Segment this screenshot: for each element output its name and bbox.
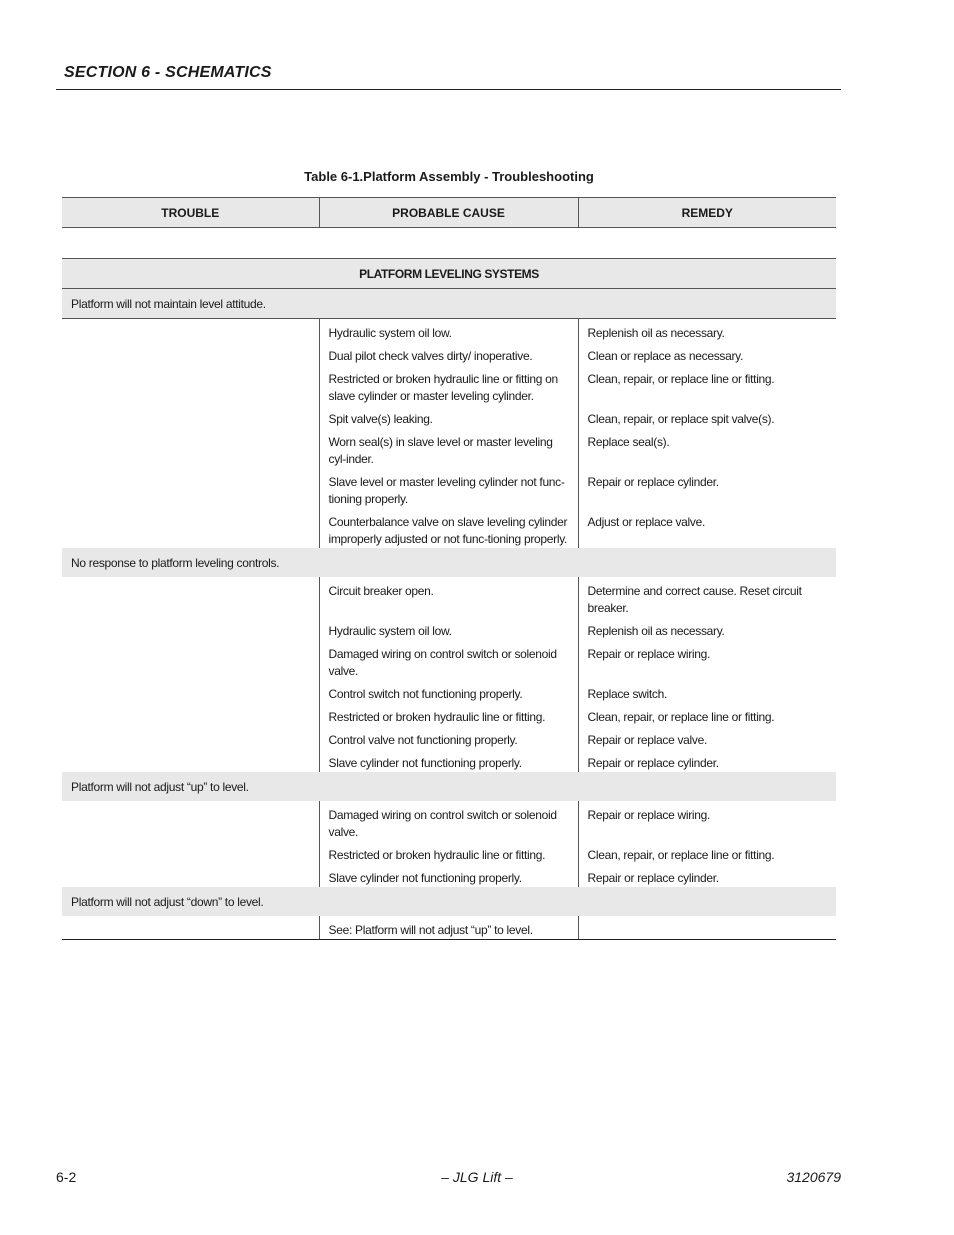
cause-remedy-row — [62, 405, 836, 428]
trouble-text: No response to platform leveling controls. — [62, 548, 836, 577]
cause-remedy-row — [62, 703, 836, 726]
probable-cause-cell: Circuit breaker open. — [319, 577, 578, 617]
spacer-row — [62, 228, 836, 259]
section-heading: PLATFORM LEVELING SYSTEMS — [62, 259, 836, 289]
trouble-cell-empty — [62, 428, 319, 468]
remedy-cell: Replenish oil as necessary. — [587, 624, 725, 638]
trouble-cell-empty — [62, 640, 319, 680]
cause-remedy-row — [62, 342, 836, 365]
cause-remedy-row — [62, 726, 836, 749]
troubleshooting-table — [62, 197, 836, 940]
trouble-text: Platform will not adjust “up” to level. — [62, 772, 836, 801]
cause-remedy-row — [62, 801, 836, 841]
probable-cause-cell: Slave level or master leveling cylinder not func-tioning properly. — [319, 468, 578, 508]
trouble-row — [62, 289, 836, 319]
trouble-cell-empty — [62, 617, 319, 640]
probable-cause-cell: Hydraulic system oil low. — [319, 617, 578, 640]
trouble-cell-empty — [62, 749, 319, 772]
probable-cause-cell: Control valve not functioning properly. — [319, 726, 578, 749]
cause-remedy-row — [62, 468, 836, 508]
remedy-cell: Clean, repair, or replace line or fitting. — [587, 710, 775, 724]
remedy-cell: Repair or replace wiring. — [587, 808, 711, 822]
probable-cause-cell: Worn seal(s) in slave level or master leveling cyl-inder. — [319, 428, 578, 468]
section-title: SECTION 6 - SCHEMATICS — [64, 64, 272, 81]
probable-cause-cell: Dual pilot check valves dirty/ inoperative. — [319, 342, 578, 365]
cause-remedy-row — [62, 365, 836, 405]
header-rule — [56, 89, 841, 90]
cause-remedy-row — [62, 841, 836, 864]
trouble-cell-empty — [62, 405, 319, 428]
cause-remedy-row — [62, 617, 836, 640]
cause-remedy-row — [62, 640, 836, 680]
page-number: 6-2 — [56, 1169, 77, 1185]
trouble-row — [62, 887, 836, 916]
probable-cause-cell: Control switch not functioning properly. — [319, 680, 578, 703]
cause-remedy-row — [62, 749, 836, 772]
remedy-cell: Clean, repair, or replace line or fitting. — [587, 372, 775, 386]
probable-cause-cell: Damaged wiring on control switch or solenoid valve. — [319, 801, 578, 841]
section-heading-row — [62, 259, 836, 289]
remedy-cell: Repair or replace valve. — [587, 733, 708, 747]
remedy-cell: Clean, repair, or replace spit valve(s). — [587, 412, 775, 426]
probable-cause-cell: Hydraulic system oil low. — [319, 319, 578, 343]
table-header-row — [62, 198, 836, 228]
trouble-row — [62, 772, 836, 801]
cause-remedy-row — [62, 508, 836, 548]
trouble-cell-empty — [62, 703, 319, 726]
table-body — [62, 228, 836, 940]
trouble-cell-empty — [62, 508, 319, 548]
document-number: 3120679 — [786, 1169, 841, 1185]
cause-remedy-row — [62, 864, 836, 887]
probable-cause-cell: See: Platform will not adjust “up” to level. — [319, 916, 578, 940]
footer-brand: – JLG Lift – — [441, 1169, 513, 1185]
probable-cause-cell: Slave cylinder not functioning properly. — [319, 864, 578, 887]
remedy-cell: Repair or replace cylinder. — [587, 871, 719, 885]
column-header-trouble: TROUBLE — [62, 198, 319, 228]
trouble-row — [62, 548, 836, 577]
trouble-cell-empty — [62, 726, 319, 749]
trouble-cell-empty — [62, 319, 319, 343]
probable-cause-cell: Restricted or broken hydraulic line or fitting on slave cylinder or master leveling cylinder. — [319, 365, 578, 405]
remedy-cell — [578, 916, 836, 940]
remedy-cell: Replace seal(s). — [587, 435, 670, 449]
cause-remedy-row — [62, 680, 836, 703]
cause-remedy-row — [62, 577, 836, 617]
probable-cause-cell: Slave cylinder not functioning properly. — [319, 749, 578, 772]
trouble-cell-empty — [62, 916, 319, 940]
table-caption: Table 6-1.Platform Assembly - Troubleshooting — [304, 169, 594, 184]
trouble-cell-empty — [62, 577, 319, 617]
trouble-text: Platform will not adjust “down” to level. — [62, 887, 836, 916]
remedy-cell: Repair or replace cylinder. — [587, 756, 719, 770]
probable-cause-cell: Counterbalance valve on slave leveling cylinder improperly adjusted or not func-tioning properly. — [319, 508, 578, 548]
remedy-cell: Clean, repair, or replace line or fitting. — [587, 848, 775, 862]
column-header-probable-cause: PROBABLE CAUSE — [319, 198, 578, 228]
trouble-cell-empty — [62, 841, 319, 864]
trouble-text: Platform will not maintain level attitude. — [62, 289, 836, 319]
cause-remedy-row — [62, 319, 836, 343]
remedy-cell: Replace switch. — [587, 687, 668, 701]
remedy-cell: Adjust or replace valve. — [587, 515, 706, 529]
probable-cause-cell: Spit valve(s) leaking. — [319, 405, 578, 428]
column-header-remedy: REMEDY — [578, 198, 836, 228]
probable-cause-cell: Restricted or broken hydraulic line or fitting. — [319, 841, 578, 864]
remedy-cell: Clean or replace as necessary. — [587, 349, 744, 363]
trouble-cell-empty — [62, 864, 319, 887]
trouble-cell-empty — [62, 468, 319, 508]
cause-remedy-row — [62, 916, 836, 940]
probable-cause-cell: Damaged wiring on control switch or solenoid valve. — [319, 640, 578, 680]
probable-cause-cell: Restricted or broken hydraulic line or fitting. — [319, 703, 578, 726]
remedy-cell: Repair or replace wiring. — [587, 647, 711, 661]
trouble-cell-empty — [62, 801, 319, 841]
remedy-cell: Replenish oil as necessary. — [587, 326, 725, 340]
trouble-cell-empty — [62, 680, 319, 703]
remedy-cell: Determine and correct cause. Reset circuit breaker. — [587, 584, 802, 615]
trouble-cell-empty — [62, 342, 319, 365]
remedy-cell: Repair or replace cylinder. — [587, 475, 719, 489]
trouble-cell-empty — [62, 365, 319, 405]
cause-remedy-row — [62, 428, 836, 468]
